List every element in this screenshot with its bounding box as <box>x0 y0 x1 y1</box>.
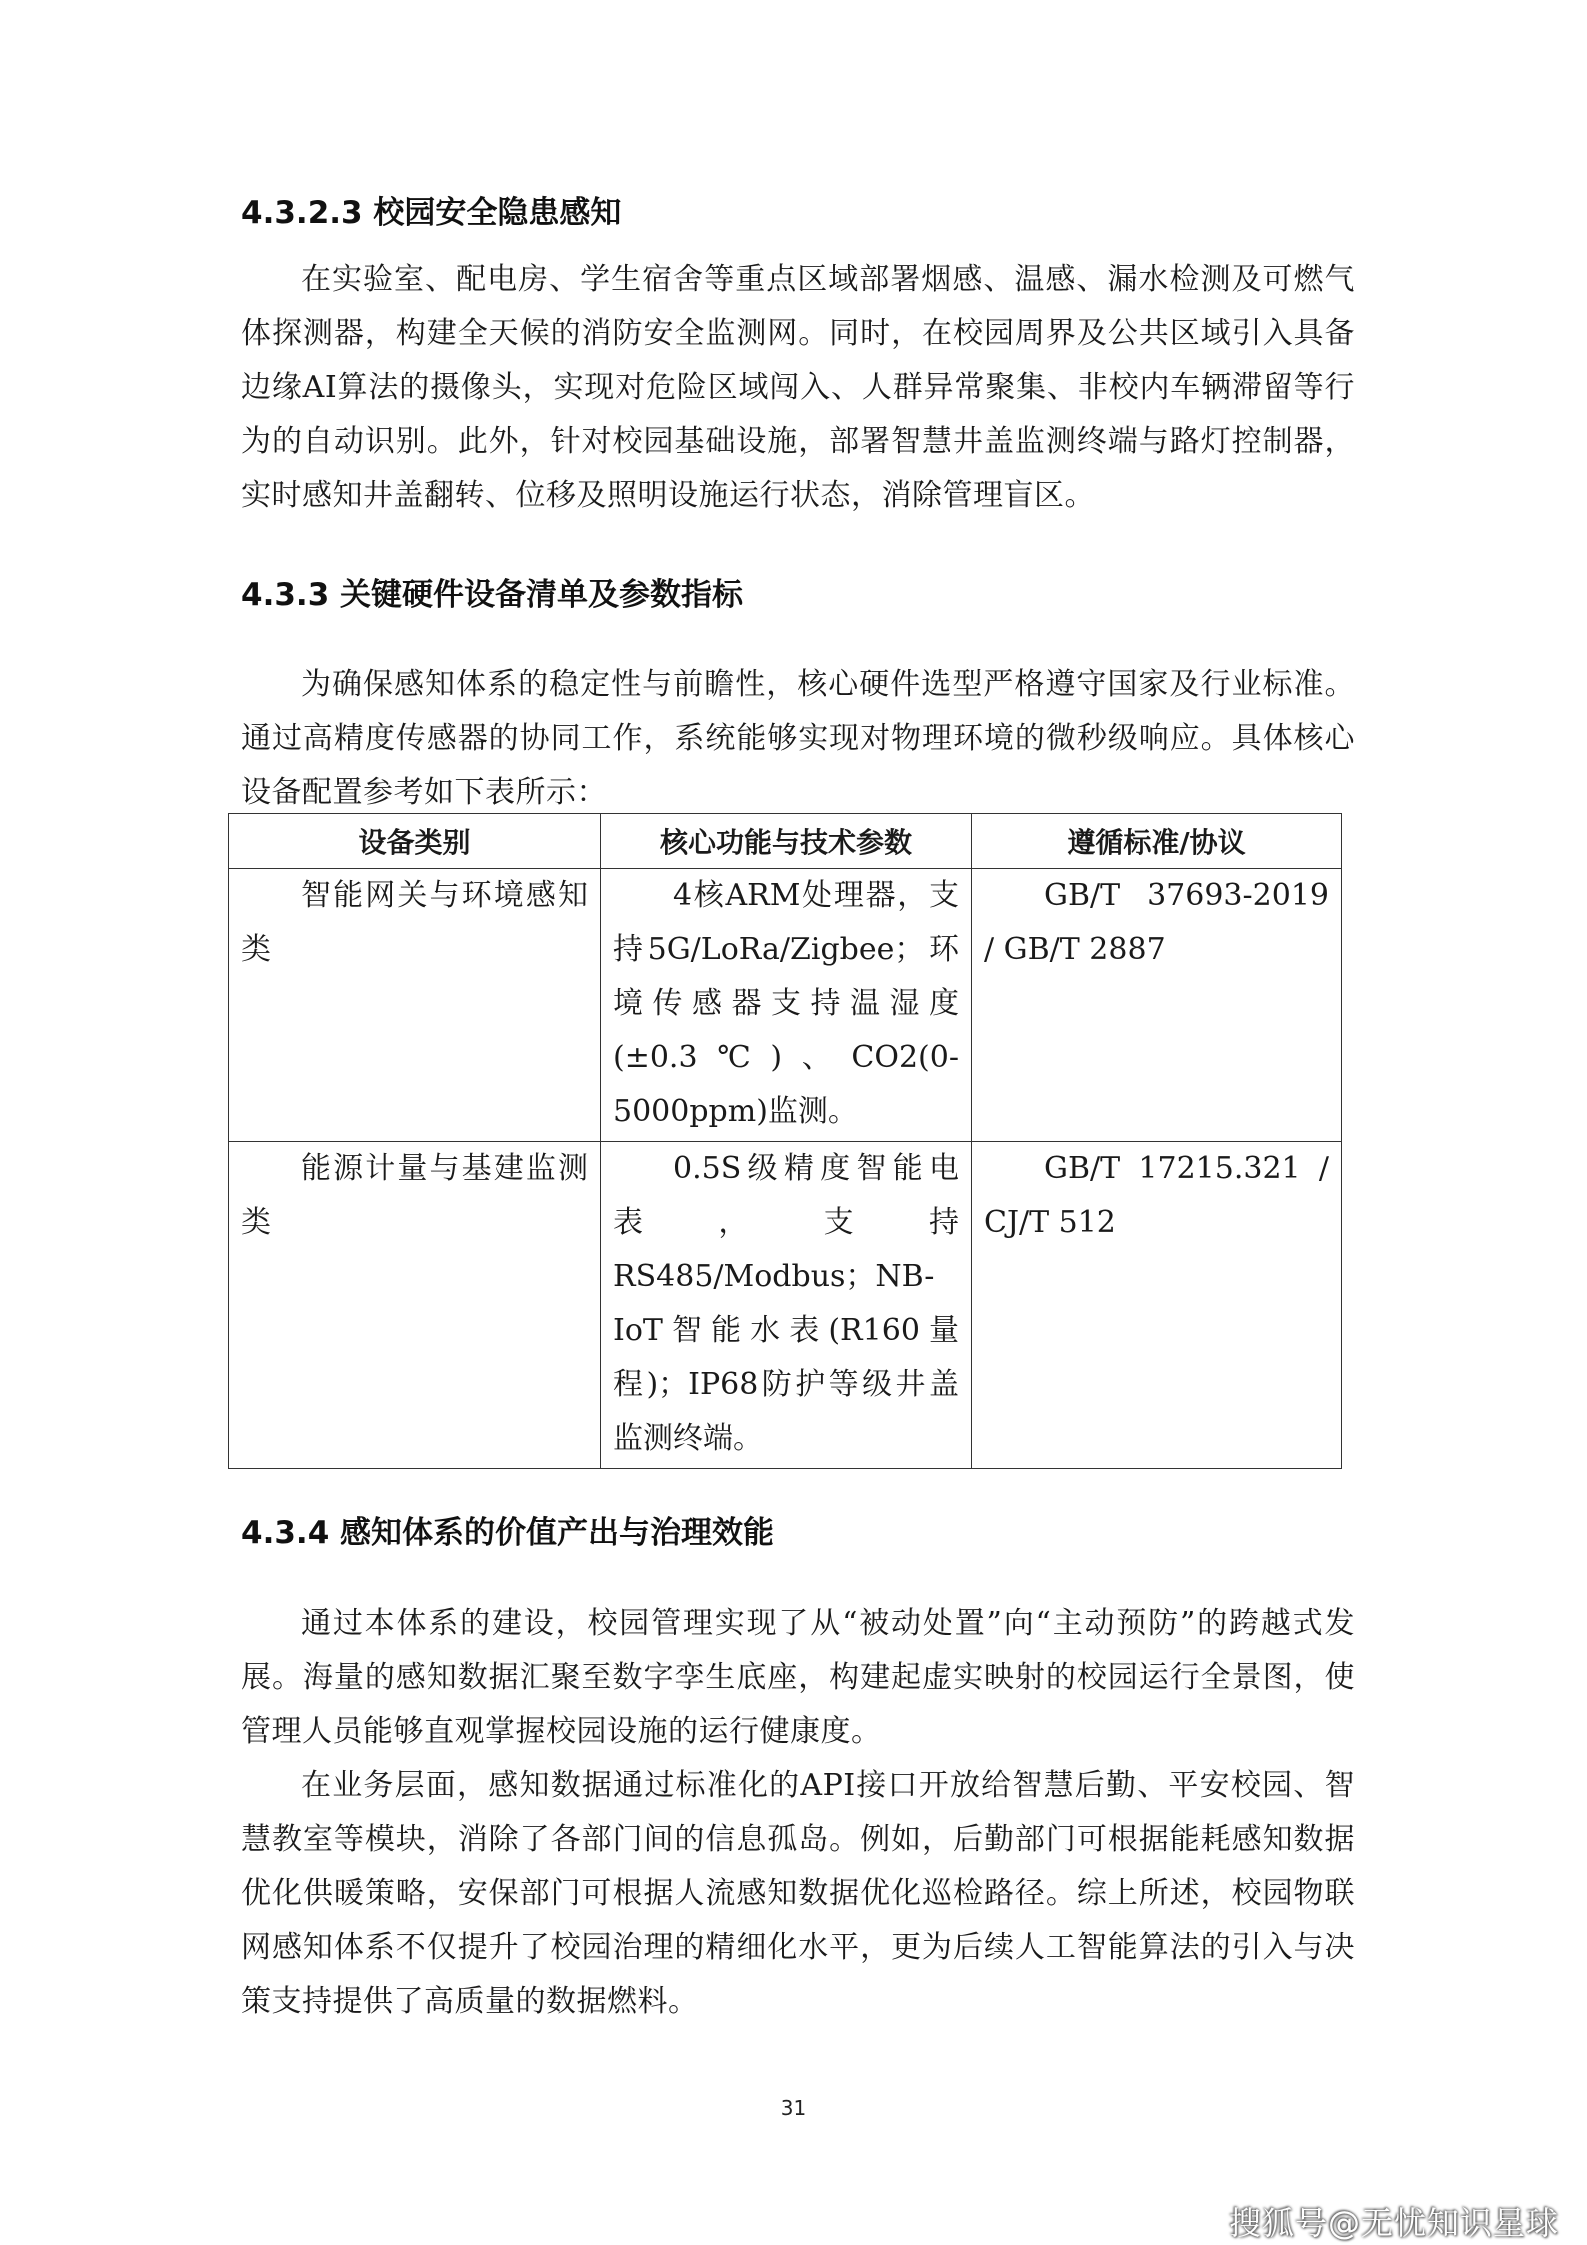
table-cell <box>972 869 1342 1142</box>
table-cell <box>601 869 972 1142</box>
table-header-cell: 遵循标准/协议 <box>972 814 1342 869</box>
section-heading-4-3-3: 4.3.3 关键硬件设备清单及参数指标 <box>241 577 744 613</box>
table-cell <box>229 1142 601 1469</box>
table-cell-text: 智能网关与环境感知类 <box>241 878 588 967</box>
paragraph-hardware-intro: 为确保感知体系的稳定性与前瞻性，核心硬件选型严格遵守国家及行业标准。通过高精度传感器的协同工作，系统能够实现对物理环境的微秒级响应。具体核心设备配置参考如下表所示： <box>241 667 1355 810</box>
table-cell-text: 0.5S级精度智能电表，支持RS485/Modbus；NB-IoT智能水表(R160量程)；IP68防护等级井盖监测终端。 <box>613 1151 959 1456</box>
table-row <box>229 1142 1342 1469</box>
table-cell-text: 能源计量与基建监测类 <box>241 1151 588 1240</box>
paragraph-value-output: 通过本体系的建设，校园管理实现了从“被动处置”向“主动预防”的跨越式发展。海量的感知数据汇聚至数字孪生底座，构建起虚实映射的校园运行全景图，使管理人员能够直观掌握校园设施的运行健康度。 <box>241 1606 1355 1749</box>
watermark: 搜狐号@无忧知识星球 <box>1228 2204 1559 2242</box>
table-header-cell: 设备类别 <box>229 814 601 869</box>
section-heading-4-3-4: 4.3.4 感知体系的价值产出与治理效能 <box>241 1515 775 1551</box>
table-cell-text: GB/T 37693-2019 / GB/T 2887 <box>984 878 1329 967</box>
table-cell <box>972 1142 1342 1469</box>
table-cell <box>229 869 601 1142</box>
table-cell <box>601 1142 972 1469</box>
table-header-cell: 核心功能与技术参数 <box>601 814 972 869</box>
table-header-row <box>229 814 1342 869</box>
paragraph-business-layer: 在业务层面，感知数据通过标准化的API接口开放给智慧后勤、平安校园、智慧教室等模块，消除了各部门间的信息孤岛。例如，后勤部门可根据能耗感知数据优化供暖策略，安保部门可根据人流感知数据优化巡检路径。综上所述，校园物联网感知体系不仅提升了校园治理的精细化水平，更为后续人工智能算法的引入与决策支持提供了高质量的数据燃料。 <box>241 1768 1355 2019</box>
paragraph-safety-hazard: 在实验室、配电房、学生宿舍等重点区域部署烟感、温感、漏水检测及可燃气体探测器，构建全天候的消防安全监测网。同时，在校园周界及公共区域引入具备边缘AI算法的摄像头，实现对危险区域闯入、人群异常聚集、非校内车辆滞留等行为的自动识别。此外，针对校园基础设施，部署智慧井盖监测终端与路灯控制器，实时感知井盖翻转、位移及照明设施运行状态，消除管理盲区。 <box>241 262 1355 513</box>
table-cell-text: 4核ARM处理器，支持5G/LoRa/Zigbee；环境传感器支持温湿度(±0.3℃)、CO2(0-5000ppm)监测。 <box>613 878 959 1129</box>
page-number: 31 <box>780 2096 807 2120</box>
table-row <box>229 869 1342 1142</box>
table-cell-text: GB/T 17215.321 / CJ/T 512 <box>984 1151 1329 1240</box>
section-heading-4-3-2-3: 4.3.2.3 校园安全隐患感知 <box>241 195 622 231</box>
hardware-table <box>228 813 1342 1469</box>
